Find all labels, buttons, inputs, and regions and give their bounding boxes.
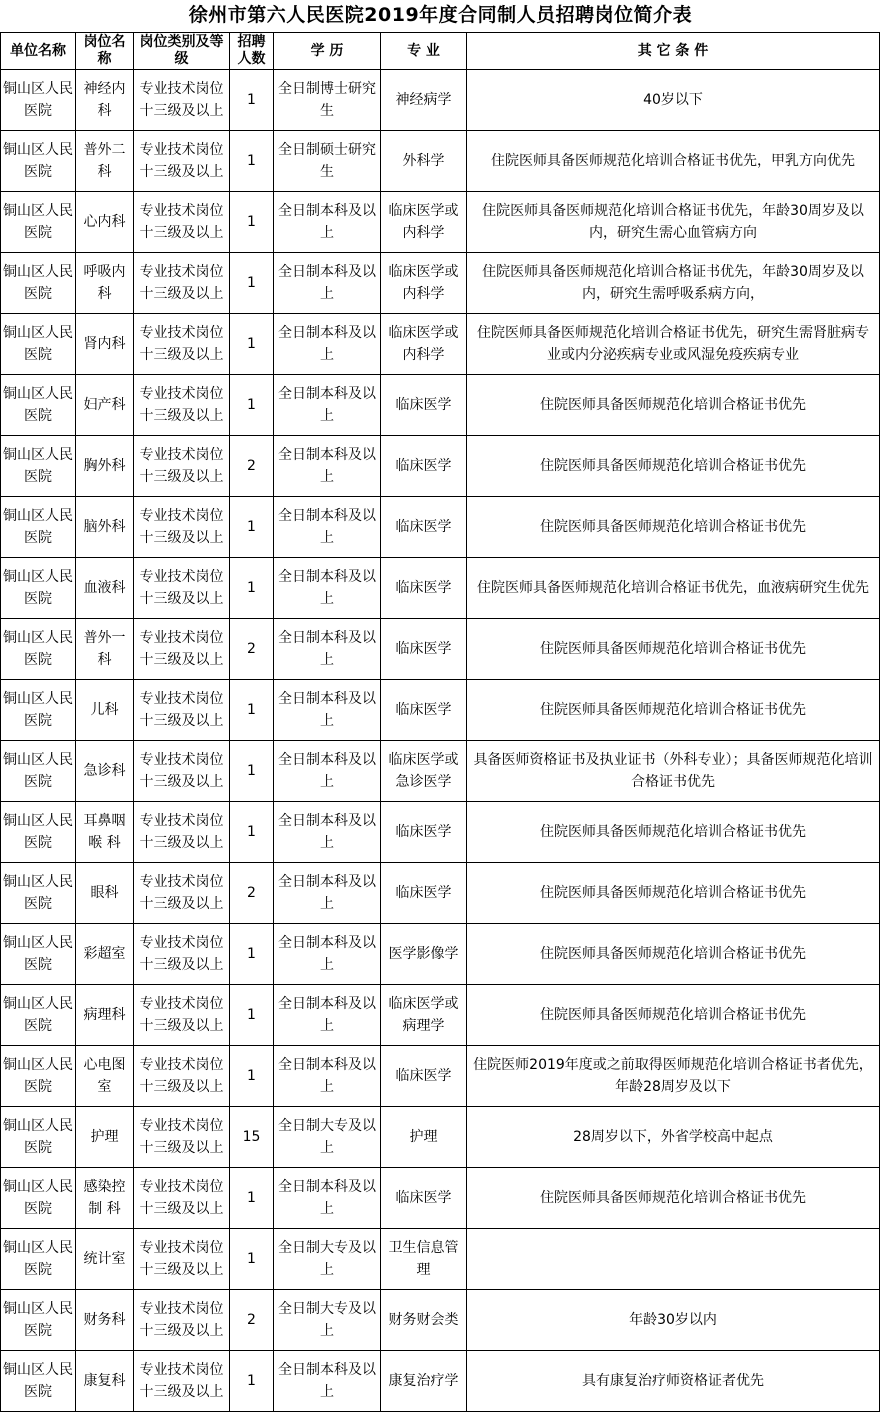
cell-other: 住院医师具备医师规范化培训合格证书优先，研究生需肾脏病专业或内分泌疾病专业或风湿免疫疾病专业 [467,314,880,375]
cell-category: 专业技术岗位十三级及以上 [134,1290,230,1351]
cell-count: 1 [230,558,274,619]
cell-post: 呼吸内科 [76,253,134,314]
header-unit: 单位名称 [1,33,76,70]
cell-count: 1 [230,985,274,1046]
cell-major: 临床医学或内科学 [381,253,467,314]
cell-unit: 铜山区人民医院 [1,680,76,741]
cell-count: 2 [230,436,274,497]
cell-major: 临床医学 [381,619,467,680]
cell-education: 全日制本科及以上 [274,436,381,497]
table-row [1,680,880,741]
table-row [1,1168,880,1229]
table-row [1,497,880,558]
cell-major: 临床医学 [381,1168,467,1229]
recruitment-table [0,32,880,1412]
cell-unit: 铜山区人民医院 [1,1229,76,1290]
cell-other: 住院医师具备医师规范化培训合格证书优先 [467,985,880,1046]
table-row [1,1351,880,1412]
cell-count: 2 [230,619,274,680]
cell-education: 全日制本科及以上 [274,680,381,741]
cell-unit: 铜山区人民医院 [1,1046,76,1107]
cell-unit: 铜山区人民医院 [1,436,76,497]
cell-education: 全日制大专及以上 [274,1229,381,1290]
cell-education: 全日制本科及以上 [274,619,381,680]
cell-other: 住院医师具备医师规范化培训合格证书优先，甲乳方向优先 [467,131,880,192]
cell-unit: 铜山区人民医院 [1,558,76,619]
cell-unit: 铜山区人民医院 [1,863,76,924]
cell-other: 住院医师具备医师规范化培训合格证书优先，年龄30周岁及以内，研究生需心血管病方向 [467,192,880,253]
table-row [1,192,880,253]
cell-education: 全日制博士研究生 [274,70,381,131]
cell-unit: 铜山区人民医院 [1,375,76,436]
table-row [1,70,880,131]
cell-major: 外科学 [381,131,467,192]
cell-unit: 铜山区人民医院 [1,1168,76,1229]
cell-unit: 铜山区人民医院 [1,253,76,314]
cell-major: 医学影像学 [381,924,467,985]
header-row [1,33,880,70]
cell-major: 临床医学 [381,558,467,619]
cell-other: 住院医师具备医师规范化培训合格证书优先 [467,436,880,497]
table-row [1,985,880,1046]
cell-other: 住院医师具备医师规范化培训合格证书优先 [467,680,880,741]
cell-category: 专业技术岗位十三级及以上 [134,70,230,131]
cell-other: 住院医师2019年度或之前取得医师规范化培训合格证书者优先，年龄28周岁及以下 [467,1046,880,1107]
table-body [1,70,880,1412]
table-row [1,1229,880,1290]
cell-unit: 铜山区人民医院 [1,192,76,253]
header-major: 专 业 [381,33,467,70]
cell-post: 彩超室 [76,924,134,985]
cell-count: 1 [230,192,274,253]
cell-count: 1 [230,802,274,863]
cell-unit: 铜山区人民医院 [1,70,76,131]
table-row [1,1046,880,1107]
cell-unit: 铜山区人民医院 [1,1351,76,1412]
cell-other: 28周岁以下，外省学校高中起点 [467,1107,880,1168]
cell-category: 专业技术岗位十三级及以上 [134,863,230,924]
cell-education: 全日制本科及以上 [274,1168,381,1229]
cell-count: 2 [230,1290,274,1351]
table-row [1,253,880,314]
table-row [1,741,880,802]
table-row [1,436,880,497]
cell-category: 专业技术岗位十三级及以上 [134,436,230,497]
cell-education: 全日制硕士研究生 [274,131,381,192]
cell-other: 具有康复治疗师资格证者优先 [467,1351,880,1412]
cell-other: 住院医师具备医师规范化培训合格证书优先 [467,375,880,436]
cell-post: 病理科 [76,985,134,1046]
cell-count: 15 [230,1107,274,1168]
cell-education: 全日制本科及以上 [274,741,381,802]
cell-post: 眼科 [76,863,134,924]
cell-count: 1 [230,131,274,192]
cell-post: 急诊科 [76,741,134,802]
table-row [1,558,880,619]
cell-other: 住院医师具备医师规范化培训合格证书优先 [467,497,880,558]
page-title: 徐州市第六人民医院2019年度合同制人员招聘岗位简介表 [188,4,693,26]
cell-count: 1 [230,375,274,436]
cell-unit: 铜山区人民医院 [1,741,76,802]
cell-category: 专业技术岗位十三级及以上 [134,924,230,985]
cell-category: 专业技术岗位十三级及以上 [134,314,230,375]
cell-post: 普外二科 [76,131,134,192]
cell-unit: 铜山区人民医院 [1,802,76,863]
cell-major: 卫生信息管理 [381,1229,467,1290]
cell-education: 全日制大专及以上 [274,1107,381,1168]
header-category: 岗位类别及等级 [134,33,230,70]
cell-category: 专业技术岗位十三级及以上 [134,253,230,314]
cell-category: 专业技术岗位十三级及以上 [134,497,230,558]
table-row [1,375,880,436]
cell-category: 专业技术岗位十三级及以上 [134,131,230,192]
cell-major: 临床医学或急诊医学 [381,741,467,802]
cell-education: 全日制本科及以上 [274,1046,381,1107]
cell-unit: 铜山区人民医院 [1,924,76,985]
table-row [1,619,880,680]
cell-post: 财务科 [76,1290,134,1351]
cell-other: 年龄30岁以内 [467,1290,880,1351]
cell-major: 临床医学 [381,802,467,863]
cell-post: 康复科 [76,1351,134,1412]
cell-education: 全日制本科及以上 [274,497,381,558]
table-row [1,1290,880,1351]
cell-other: 住院医师具备医师规范化培训合格证书优先 [467,863,880,924]
cell-major: 临床医学或内科学 [381,314,467,375]
cell-other: 住院医师具备医师规范化培训合格证书优先，血液病研究生优先 [467,558,880,619]
cell-unit: 铜山区人民医院 [1,1107,76,1168]
cell-other: 住院医师具备医师规范化培训合格证书优先 [467,1168,880,1229]
cell-count: 1 [230,1351,274,1412]
cell-other: 具备医师资格证书及执业证书（外科专业）；具备医师规范化培训合格证书优先 [467,741,880,802]
cell-category: 专业技术岗位十三级及以上 [134,680,230,741]
cell-count: 2 [230,863,274,924]
header-count: 招聘人数 [230,33,274,70]
table-row [1,863,880,924]
cell-count: 1 [230,314,274,375]
cell-post: 护理 [76,1107,134,1168]
cell-education: 全日制本科及以上 [274,192,381,253]
cell-category: 专业技术岗位十三级及以上 [134,1168,230,1229]
cell-education: 全日制本科及以上 [274,375,381,436]
cell-post: 普外一科 [76,619,134,680]
cell-education: 全日制本科及以上 [274,558,381,619]
cell-major: 临床医学 [381,436,467,497]
cell-category: 专业技术岗位十三级及以上 [134,1351,230,1412]
cell-post: 耳鼻咽喉 科 [76,802,134,863]
cell-unit: 铜山区人民医院 [1,985,76,1046]
cell-unit: 铜山区人民医院 [1,314,76,375]
cell-count: 1 [230,1046,274,1107]
cell-major: 财务财会类 [381,1290,467,1351]
cell-post: 统计室 [76,1229,134,1290]
cell-post: 血液科 [76,558,134,619]
cell-category: 专业技术岗位十三级及以上 [134,558,230,619]
cell-category: 专业技术岗位十三级及以上 [134,802,230,863]
cell-unit: 铜山区人民医院 [1,1290,76,1351]
cell-post: 胸外科 [76,436,134,497]
table-row [1,802,880,863]
cell-unit: 铜山区人民医院 [1,619,76,680]
cell-major: 临床医学 [381,375,467,436]
cell-major: 护理 [381,1107,467,1168]
cell-major: 临床医学 [381,680,467,741]
cell-major: 临床医学或内科学 [381,192,467,253]
cell-count: 1 [230,253,274,314]
cell-education: 全日制本科及以上 [274,253,381,314]
cell-category: 专业技术岗位十三级及以上 [134,741,230,802]
cell-post: 肾内科 [76,314,134,375]
cell-major: 临床医学 [381,497,467,558]
cell-category: 专业技术岗位十三级及以上 [134,1107,230,1168]
cell-post: 脑外科 [76,497,134,558]
cell-major: 临床医学或病理学 [381,985,467,1046]
table-row [1,131,880,192]
table-row [1,1107,880,1168]
cell-other: 住院医师具备医师规范化培训合格证书优先，年龄30周岁及以内，研究生需呼吸系病方向， [467,253,880,314]
cell-other [467,1229,880,1290]
cell-other: 住院医师具备医师规范化培训合格证书优先 [467,619,880,680]
cell-post: 神经内科 [76,70,134,131]
cell-category: 专业技术岗位十三级及以上 [134,192,230,253]
cell-count: 1 [230,924,274,985]
header-post: 岗位名称 [76,33,134,70]
cell-category: 专业技术岗位十三级及以上 [134,375,230,436]
cell-major: 临床医学 [381,863,467,924]
header-education: 学 历 [274,33,381,70]
cell-education: 全日制本科及以上 [274,985,381,1046]
cell-other: 40岁以下 [467,70,880,131]
cell-count: 1 [230,497,274,558]
cell-count: 1 [230,741,274,802]
cell-education: 全日制本科及以上 [274,863,381,924]
cell-education: 全日制本科及以上 [274,802,381,863]
header-other: 其 它 条 件 [467,33,880,70]
cell-major: 康复治疗学 [381,1351,467,1412]
cell-unit: 铜山区人民医院 [1,131,76,192]
cell-category: 专业技术岗位十三级及以上 [134,1229,230,1290]
cell-education: 全日制本科及以上 [274,314,381,375]
cell-count: 1 [230,70,274,131]
cell-category: 专业技术岗位十三级及以上 [134,619,230,680]
cell-post: 心内科 [76,192,134,253]
cell-post: 感染控制 科 [76,1168,134,1229]
cell-category: 专业技术岗位十三级及以上 [134,985,230,1046]
cell-education: 全日制本科及以上 [274,1351,381,1412]
cell-other: 住院医师具备医师规范化培训合格证书优先 [467,802,880,863]
cell-major: 神经病学 [381,70,467,131]
cell-education: 全日制本科及以上 [274,924,381,985]
cell-post: 心电图室 [76,1046,134,1107]
cell-education: 全日制大专及以上 [274,1290,381,1351]
cell-major: 临床医学 [381,1046,467,1107]
cell-post: 妇产科 [76,375,134,436]
cell-count: 1 [230,1229,274,1290]
cell-unit: 铜山区人民医院 [1,497,76,558]
table-row [1,314,880,375]
cell-category: 专业技术岗位十三级及以上 [134,1046,230,1107]
cell-count: 1 [230,680,274,741]
cell-count: 1 [230,1168,274,1229]
cell-post: 儿科 [76,680,134,741]
cell-other: 住院医师具备医师规范化培训合格证书优先 [467,924,880,985]
table-row [1,924,880,985]
